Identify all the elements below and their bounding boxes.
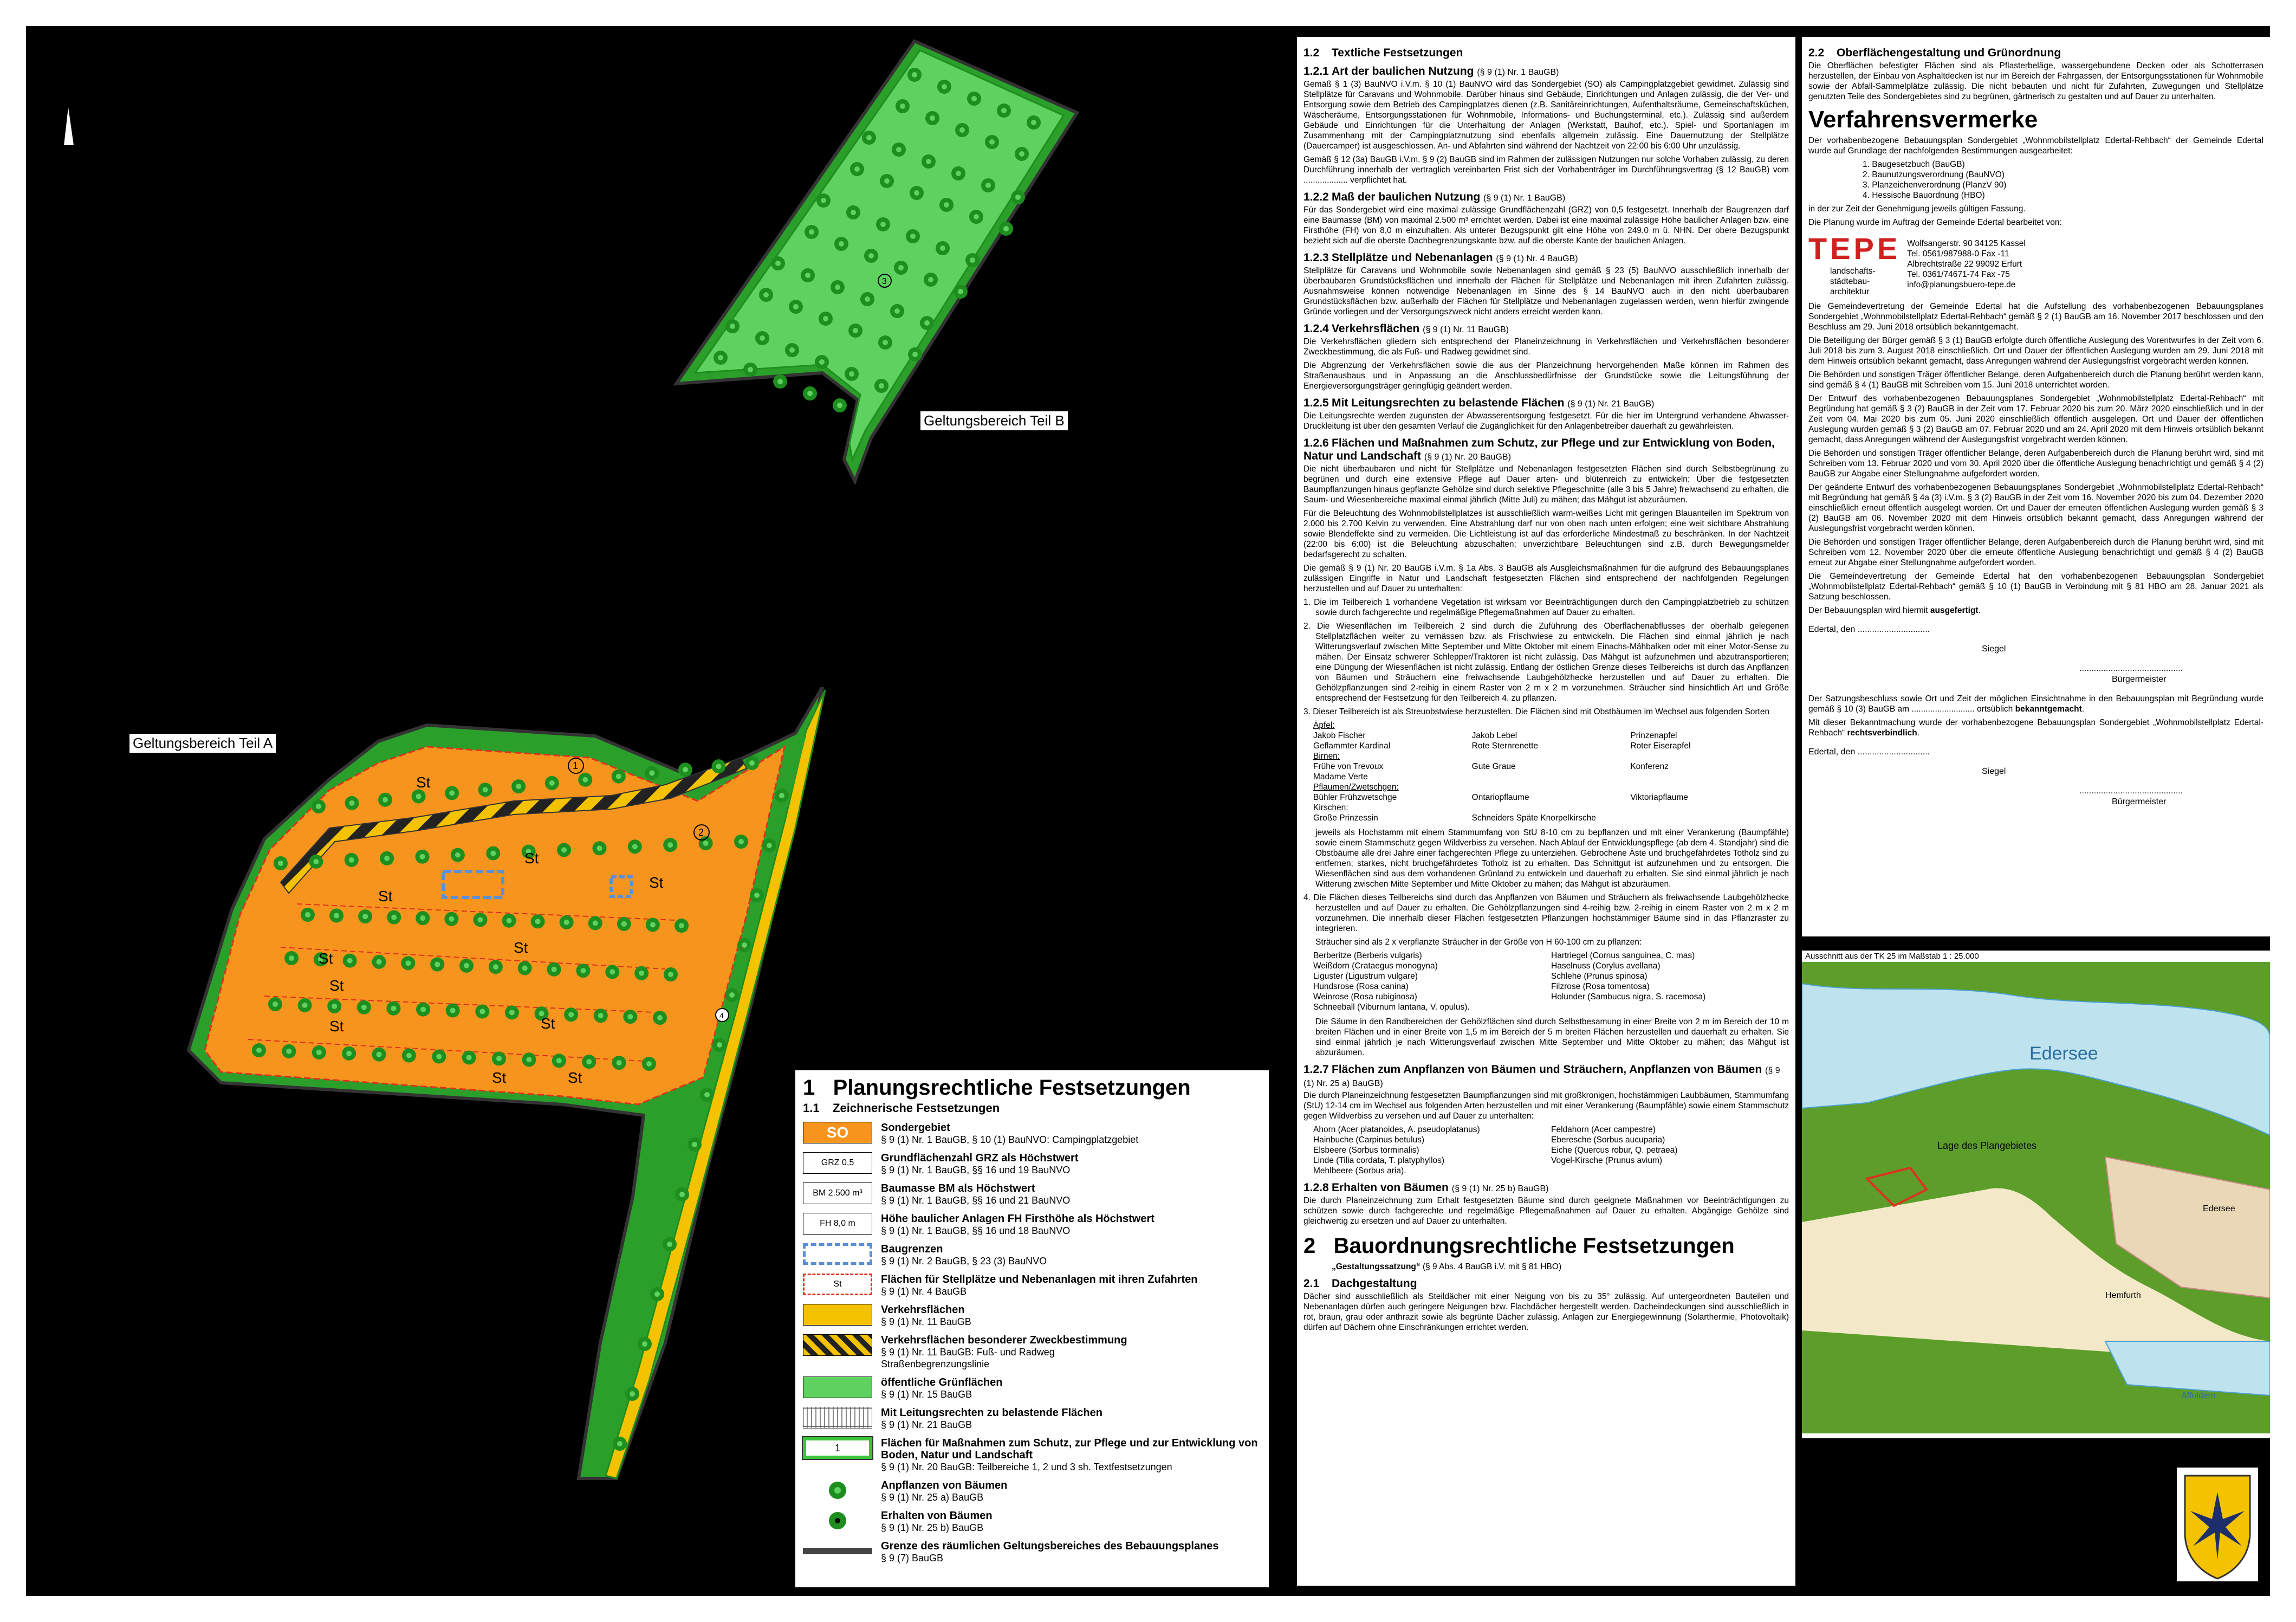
legend-item-text: § 9 (1) Nr. 21 BauGB xyxy=(881,1419,972,1430)
legend-item xyxy=(803,1540,1261,1564)
inset-map xyxy=(1802,962,2270,1433)
list-line: 2. Baunutzungsverordnung (BauNVO) xyxy=(1863,170,2005,179)
st-label: St xyxy=(568,1069,582,1086)
legend-item-text: § 9 (7) BauGB xyxy=(881,1553,944,1563)
list-line: info@planungsbuero-tepe.de xyxy=(1907,280,2016,289)
list-item: Haselnuss (Corylus avellana) xyxy=(1551,961,1661,971)
legend-item-title: Verkehrsflächen xyxy=(881,1304,965,1316)
list-line: 4. Hessische Bauordnung (HBO) xyxy=(1863,191,1985,200)
inset-lage-label: Lage des Plangebietes xyxy=(1937,1140,2037,1151)
legend-item-title: Grundflächenzahl GRZ als Höchstwert xyxy=(881,1152,1079,1164)
legend-item xyxy=(803,1510,1261,1534)
verfahrensvermerke-title: Verfahrensvermerke xyxy=(1808,106,2038,133)
legend-rows xyxy=(803,1122,1261,1564)
st-label: St xyxy=(319,950,333,967)
list-line: Albrechtstraße 22 99092 Erfurt xyxy=(1907,259,2022,269)
tk25-inset: Ausschnitt aus der TK 25 im Maßstab 1 : 25.000 Edersee Lage des Plangebietes Hemfurth Affoldern Edersee xyxy=(1802,951,2270,1438)
list-item: Jakob Lebel xyxy=(1471,731,1517,740)
st-label: St xyxy=(329,1018,344,1035)
list-item: Schneeball (Viburnum lantana, V. opulus). xyxy=(1313,1003,1470,1012)
tepe-logo: TEPE landschafts- städtebau- architektur Wolfsangerstr. 90 34125 Kassel Tel. 0561/987988-0 Fax -11 Albrechtstraße 22 99092 Erfurt Tel. 0361/74671-74 Fax -75 info@planungsbuero-tepe.de xyxy=(1808,231,2026,296)
legend-item-title: Erhalten von Bäumen xyxy=(881,1510,993,1522)
list-item xyxy=(1630,813,1789,823)
legend-symbol xyxy=(803,1479,872,1501)
list-item: Linde (Tilia cordata, T. platyphyllos) xyxy=(1313,1156,1445,1165)
legend-symbol xyxy=(803,1304,872,1326)
legend-symbol: GRZ 0,5 xyxy=(803,1152,872,1174)
legend-title: 1 Planungsrechtliche Festsetzungen xyxy=(803,1076,1191,1100)
st-label: St xyxy=(416,774,431,791)
legend-item xyxy=(803,1437,1261,1473)
list-item: Holunder (Sambucus nigra, S. racemosa) xyxy=(1551,992,1706,1001)
list-item: Hainbuche (Carpinus betulus) xyxy=(1313,1135,1425,1145)
list-line: städtebau- xyxy=(1830,277,1870,286)
legend-item-title: öffentliche Grünflächen xyxy=(881,1377,1003,1388)
st-label: St xyxy=(329,977,344,994)
list-item: Weißdorn (Crataegus monogyna) xyxy=(1313,961,1438,971)
list-item: Ahorn (Acer platanoides, A. pseudoplatanus) xyxy=(1313,1125,1480,1134)
tree-species-list xyxy=(1313,1125,1789,1176)
legend-item xyxy=(803,1213,1261,1237)
legend-symbol: SO xyxy=(803,1122,872,1143)
list-item: Geflammter Kardinal xyxy=(1313,741,1391,751)
list-item xyxy=(1551,1166,1789,1176)
legend-item-text: § 9 (1) Nr. 1 BauGB, §§ 16 und 21 BauNVO xyxy=(881,1195,1071,1206)
plan-sheet xyxy=(26,26,2270,1596)
legend-item-title: Flächen für Maßnahmen zum Schutz, zur Pflege und zur Entwicklung von Boden, Natur und Landschaft xyxy=(881,1437,1258,1461)
legend-item-text: § 9 (1) Nr. 4 BauGB xyxy=(881,1286,967,1297)
list-item: Große Prinzessin xyxy=(1313,813,1378,823)
list-item: Filzrose (Rosa tomentosa) xyxy=(1551,982,1650,991)
legend-item-title: Anpflanzen von Bäumen xyxy=(881,1479,1008,1491)
inset-town-affoldern: Affoldern xyxy=(2181,1391,2216,1400)
legend-item-title: Mit Leitungsrechten zu belastende Flächen xyxy=(881,1407,1102,1419)
legend-subtitle: 1.1 Zeichnerische Festsetzungen xyxy=(803,1101,1000,1115)
legend-symbol xyxy=(803,1377,872,1398)
map-circle-1: 1 xyxy=(573,760,579,771)
list-line: architektur xyxy=(1830,287,1870,296)
label-teil-b: Geltungsbereich Teil B xyxy=(920,411,1068,431)
legend-item-text: § 9 (1) Nr. 25 a) BauGB xyxy=(881,1492,984,1503)
legend-item-text: § 9 (1) Nr. 1 BauGB, §§ 16 und 18 BauNVO xyxy=(881,1225,1071,1236)
list-item: Mehlbeere (Sorbus aria). xyxy=(1313,1166,1406,1175)
geltungsbereich-teil-a xyxy=(189,687,825,1478)
list-item: Eiche (Quercus robur, Q. petraea) xyxy=(1551,1146,1678,1155)
map-circle-2: 2 xyxy=(698,827,704,838)
legend-item xyxy=(803,1334,1261,1370)
list-item: Konferenz xyxy=(1630,762,1669,771)
legend-symbol xyxy=(803,1510,872,1531)
list-item: Feldahorn (Acer campestre) xyxy=(1551,1125,1656,1134)
list-item: Weinrose (Rosa rubiginosa) xyxy=(1313,992,1417,1001)
shrub-list xyxy=(1313,951,1789,1012)
legend-symbol: 1 xyxy=(803,1437,872,1459)
list-item: Bühler Frühzwetschge xyxy=(1313,793,1397,802)
legend-item-title: Baumasse BM als Höchstwert xyxy=(881,1182,1035,1194)
list-line: Tel. 0561/987988-0 Fax -11 xyxy=(1907,249,2009,259)
fruit-list: Äpfel: Jakob Fischer Jakob Lebel Prinzenapfel Geflammter Kardinal Rote Sternrenette Roter Eiserapfel Birnen: Frühe von Trevoux Gute Graue Konferenz Madame Verte Pflaumen/Zwetschgen: Bühler Frühzwetschge Ontariopflaume Viktoriapflaume Kirschen: Große Prinzessin Schneiders Späte Knorpelkirsche xyxy=(1313,720,1789,823)
inset-town-edersee: Edersee xyxy=(2203,1204,2235,1213)
list-item: Frühe von Trevoux xyxy=(1313,762,1384,771)
list-line: 1. Baugesetzbuch (BauGB) xyxy=(1863,160,1965,169)
legend-item-text: § 9 (1) Nr. 1 BauGB, §§ 16 und 19 BauNVO xyxy=(881,1165,1071,1175)
list-line: Tel. 0361/74671-74 Fax -75 xyxy=(1907,269,2010,279)
legend-item xyxy=(803,1152,1261,1176)
legend-item-title: Baugrenzen xyxy=(881,1243,943,1255)
coat-of-arms-icon xyxy=(2177,1468,2258,1581)
legend-item-title: Flächen für Stellplätze und Nebenanlagen mit ihren Zufahrten xyxy=(881,1274,1198,1285)
st-label: St xyxy=(541,1015,555,1032)
list-item: Madame Verte xyxy=(1313,772,1368,781)
list-item xyxy=(1472,772,1631,782)
list-item: Rote Sternrenette xyxy=(1471,741,1539,751)
legend-item xyxy=(803,1479,1261,1503)
legend-item-text: § 9 (1) Nr. 15 BauGB xyxy=(881,1389,972,1400)
list-item: Gute Graue xyxy=(1471,762,1516,771)
section-2-title: 2 Bauordnungsrechtliche Festsetzungen xyxy=(1303,1234,1735,1258)
label-teil-a: Geltungsbereich Teil A xyxy=(129,733,276,753)
legend-item-title: Sondergebiet xyxy=(881,1122,950,1134)
legend-symbol xyxy=(803,1407,872,1429)
list-item: Roter Eiserapfel xyxy=(1630,741,1691,751)
verfahrensvermerke: 2.2 Oberflächengestaltung und Grünordnung Die Oberflächen befestigter Flächen sind als Pflasterbeläge, wassergebundene Decken oder als Schotterrasen herzustellen, der Einbau von Asphaltdecken ist nur im Bereich der Fahrgassen, der Entsorgungsstationen für Wohnmobile sowie der Abfall-Sammelplätze zulässig. Die nicht bebauten und nicht für Zufahrten, Zuwegungen und Stellplätze genutzten Teile des Sondergebietes sind zu begrünen, gärtnerisch zu gestalten und auf Dauer zu unterhalten. Verfahrensvermerke Der vorhabenbezogene Bebauungsplan Sondergebiet „Wohnmobilstellplatz Edertal-Rehbach“ der Gemeinde Edertal wurde auf Grundlage der nachfolgenden Bestimmungen ausgearbeitet: 1. Baugesetzbuch (BauGB) 2. Baunutzungsverordnung (BauNVO) 3. Planzeichenverordnung (PlanzV 90) 4. Hessische Bauordnung (HBO) in der zur Zeit der Genehmigung jeweils gültigen Fassung. Die Planung wurde im Auftrag der Gemeinde Edertal bearbeitet von: TEPE landschafts- städtebau- architektur Wolfsangerstr. 90 34125 Kassel Tel. 0561/987988-0 Fax -11 Albrechtstraße 22 99092 Erfurt Tel. 0361/74671-74 Fax -75 info@planungsbuero-tepe.de Die Gemeindevertretung der Gemeinde Edertal hat die Aufstellung des vorhabenbezogenen Bebauungsplanes Sondergebiet „Wohnmobilstellplatz Edertal-Rehbach“ gemäß § 2 (1) BauGB am 16. November 2017 beschlossen und den Beschluss am 29. Juni 2018 ortsüblich bekanntgemacht. Die Beteiligung der Bürger gemäß § 3 (1) BauGB erfolgte durch öffentliche Auslegung des Vorentwurfes in der Zeit vom 6. Juli 2018 bis zum 3. August 2018 einschließlich. Ort und Dauer der öffentlichen Auslegung wurden am 29. Juni 2018 mit dem Hinweis ortsüblich bekannt gemacht, dass Anregungen während der Auslegungsfrist vorgebracht werden können. Die Behörden und sonstigen Träger öffentlicher Belange, deren Aufgabenbereich durch die Planung berührt werden kann, sind gemäß § 4 (1) BauGB mit Schreiben vom 15. Juni 2018 unterrichtet worden. Der Entwurf des vorhabenbezogenen Bebauungsplanes Sondergebiet „Wohnmobilstellplatz Edertal-Rehbach“ mit Begründung hat gemäß § 3 (2) BauGB in der Zeit vom 17. Februar 2020 bis zum 20. März 2020 einschließlich und in der Zeit vom 04. Mai 2020 bis zum 05. Juni 2020 einschließlich öffentlich ausgelegen. Ort und Dauer der öffentlichen Auslegung wurden gemäß § 3 (2) BauGB am 07. Februar 2020 und am 24. April 2020 mit dem Hinweis ortsüblich bekannt gemacht, dass Anregungen während der Auslegungsfrist vorgebracht werden können. Die Behörden und sonstigen Träger öffentlicher Belange, deren Aufgabenbereich durch die Planung berührt wird, sind mit Schreiben vom 13. Februar 2020 und vom 30. April 2020 über die öffentliche Auslegung benachrichtigt und gemäß § 4 (2) BauGB zur Abgabe einer Stellungnahme aufgefordert worden. Der geänderte Entwurf des vorhabenbezogenen Bebauungsplanes Sondergebiet „Wohnmobilstellplatz Edertal-Rehbach“ mit Begründung hat gemäß § 4a (3) i.V.m. § 3 (2) BauGB in der Zeit vom 16. November 2020 bis zum 04. Dezember 2020 einschließlich erneut öffentlich ausgelegt worden. Ort und Dauer der erneuten öffentlichen Auslegung wurden gemäß § 3 (2) BauGB am 06. November 2020 mit dem Hinweis ortsüblich bekannt gemacht, dass Anregungen während der Auslegungsfrist vorgebracht werden können. Die Behörden und sonstigen Träger öffentlicher Belange, deren Aufgabenbereich durch die Planung berührt wird, sind mit Schreiben vom 12. November 2020 über die erneute öffentliche Auslegung benachrichtigt und gemäß § 4 (2) BauGB erneut zur Abgabe einer Stellungnahme aufgefordert worden. Die Gemeindevertretung der Gemeinde Edertal hat den vorhabenbezogenen Bebauungsplan Sondergebiet „Wohnmobilstellplatz Edertal-Rehbach“ gemäß § 10 (1) BauGB in Verbindung mit § 81 HBO am 28. Januar 2021 als Satzung beschlossen. Der Bebauungsplan wird hiermit ausgefertigt. Edertal, den .............................. Siegel ........................................... Bürgermeister Der Satzungsbeschluss sowie Ort und Zeit der möglichen Einsichtnahme in den Bebauungsplan mit Begründung wurde gemäß § 10 (3) BauGB am ........................... ortsüblich bekanntgemacht. Mit dieser Bekanntmachung wurde der vorhabenbezogene Bebauungsplan Sondergebiet „Wohnmobilstellplatz Edertal-Rehbach“ rechtsverbindlich. Edertal, den .............................. Siegel ........................................... Bürgermeister xyxy=(1802,37,2270,936)
legend-symbol xyxy=(803,1243,872,1265)
legend-item-text: § 9 (1) Nr. 2 BauGB, § 23 (3) BauNVO xyxy=(881,1256,1047,1266)
list-item: Hartriegel (Cornus sanguinea, C. mas) xyxy=(1551,951,1695,960)
legend-item-text: § 9 (1) Nr. 25 b) BauGB xyxy=(881,1522,984,1533)
legend-item-title: Höhe baulicher Anlagen FH Firsthöhe als Höchstwert xyxy=(881,1213,1155,1225)
map-circle-4: 4 xyxy=(719,1011,724,1020)
list-item: Vogel-Kirsche (Prunus avium) xyxy=(1551,1156,1663,1165)
legend-symbol: FH 8,0 m xyxy=(803,1213,872,1235)
list-item: Prinzenapfel xyxy=(1630,731,1677,740)
legend-symbol: BM 2.500 m³ xyxy=(803,1182,872,1204)
list-item: Schneiders Späte Knorpelkirsche xyxy=(1471,813,1596,823)
legend xyxy=(794,1069,1270,1588)
legend-symbol xyxy=(803,1334,872,1356)
list-item: Liguster (Ligustrum vulgare) xyxy=(1313,972,1418,981)
legend-symbol: St xyxy=(803,1274,872,1295)
legend-item-text: § 9 (1) Nr. 11 BauGB: Fuß- und Radweg Straßenbegrenzungslinie xyxy=(881,1347,1055,1369)
map-circle-3: 3 xyxy=(882,277,887,286)
legend-symbol xyxy=(803,1540,872,1562)
legend-item xyxy=(803,1122,1261,1146)
list-line: Wolfsangerstr. 90 34125 Kassel xyxy=(1907,238,2026,248)
list-item xyxy=(1630,772,1789,782)
list-item: Viktoriapflaume xyxy=(1630,793,1688,802)
legend-item xyxy=(803,1377,1261,1400)
list-line: 3. Planzeichenverordnung (PlanzV 90) xyxy=(1863,180,2007,190)
st-label: St xyxy=(492,1069,507,1086)
inset-town-hemfurth: Hemfurth xyxy=(2105,1291,2141,1300)
legend-item xyxy=(803,1274,1261,1297)
list-item: Hundsrose (Rosa canina) xyxy=(1313,982,1409,991)
list-item xyxy=(1551,1002,1789,1012)
legend-item xyxy=(803,1182,1261,1206)
legend-item-text: § 9 (1) Nr. 1 BauGB, § 10 (1) BauNVO: Campingplatzgebiet xyxy=(881,1134,1139,1145)
list-item: Eberesche (Sorbus aucuparia) xyxy=(1551,1135,1665,1145)
legend-item xyxy=(803,1243,1261,1267)
inset-lake-label: Edersee xyxy=(2029,1043,2098,1064)
st-label: St xyxy=(514,939,528,956)
legend-item-title: Grenze des räumlichen Geltungsbereiches des Bebauungsplanes xyxy=(881,1540,1219,1552)
north-arrow-icon xyxy=(64,107,74,145)
legend-item-text: § 9 (1) Nr. 20 BauGB: Teilbereiche 1, 2 und 3 sh. Textfestsetzungen xyxy=(881,1462,1172,1472)
legend-item xyxy=(803,1407,1261,1431)
list-item: Berberitze (Berberis vulgaris) xyxy=(1313,951,1422,960)
list-item: Jakob Fischer xyxy=(1313,731,1366,740)
list-item: Ontariopflaume xyxy=(1471,793,1529,802)
legend-item xyxy=(803,1304,1261,1328)
legend-item-title: Verkehrsflächen besonderer Zweckbestimmung xyxy=(881,1334,1127,1346)
list-line: landschafts- xyxy=(1830,267,1876,276)
textliche-festsetzungen: 1.2 Textliche Festsetzungen 1.2.1 Art der baulichen Nutzung (§ 9 (1) Nr. 1 BauGB) Gemäß § 1 (3) BauNVO i.V.m. § 10 (1) BauNVO wird das Sondergebiet (SO) als Campingplatzgebiet gewidmet. Zulässig sind Stellplätze für Caravans und Wohnmobile. Darüber hinaus sind Gebäude, Einrichtungen und Anlagen zulässig, die der Ver- und Entsorgung sowie dem Betrieb des Campingplatzes dienen (z.B. Sanitäreinrichtungen, Aufenthaltsräume, Gemeinschaftsküchen, Wäscheräume, Entsorgungsstationen für Wohnmobile, Informations- und Buchungsterminal, etc.). Zulässig sind außerdem Gebäude und Einrichtungen für die Unterhaltung der Anlagen (Werkstatt, Bauhof, etc.). Spiel- und Sportanlagen im Zusammenhang mit der Campingplatznutzung sind ebenfalls allgemein zulässig. Eine Dauernutzung der Stellplätze (Dauercamper) ist ausgeschlossen. An- und Abfahrten sind während der Nachtzeit von 22:00 bis 6:00 Uhr unzulässig. Gemäß § 12 (3a) BauGB i.V.m. § 9 (2) BauGB sind im Rahmen der zulässigen Nutzungen nur solche Vorhaben zulässig, zu deren Durchführung innerhalb der vertraglich vereinbarten Frist sich der Vorhabenträger im Durchführungsvertrag (§ 12 BauGB) vom ................... verpflichtet hat. 1.2.2 Maß der baulichen Nutzung (§ 9 (1) Nr. 1 BauGB) Für das Sondergebiet wird eine maximal zulässige Grundflächenzahl (GRZ) von 0,5 festgesetzt. Innerhalb der Baugrenzen darf eine Baumasse (BM) von maximal 2.500 m³ errichtet werden. Dabei ist eine maximal zulässige Höhe baulicher Anlagen bzw. eine Firsthöhe (FH) von 8,0 m einzuhalten. Als unterer Bezugspunkt gilt eine Höhe von 249,0 m ü. NHN. Der obere Bezugspunkt bezieht sich auf die oberste Dachbegrenzungskante bzw. auf die oberste Kante der baulichen Anlagen. 1.2.3 Stellplätze und Nebenanlagen (§ 9 (1) Nr. 4 BauGB) Stellplätze für Caravans und Wohnmobile sowie Nebenanlagen sind gemäß § 23 (5) BauNVO ausschließlich innerhalb der überbaubaren Grundstücksflächen und innerhalb der Flächen für Stellplätze und Nebenanlagen mit ihren Zufahrten zulässig. Ausnahmsweise können notwendige Nebenanlagen im Sinne des § 14 BauNVO auch in den nicht überbaubaren Grundstücksflächen bzw. außerhalb der Flächen für Stellplätze und Nebenanlagen zugelassen werden, wenn hierfür zwingende Gründe vorliegen und der Versorgungszweck nicht anders erreicht werden kann. 1.2.4 Verkehrsflächen (§ 9 (1) Nr. 11 BauGB) Die Verkehrsflächen gliedern sich entsprechend der Planeinzeichnung in Verkehrsflächen und Verkehrsflächen besonderer Zweckbestimmung, die als Fuß- und Radweg gewidmet sind. Die Abgrenzung der Verkehrsflächen sowie die aus der Planzeichnung hervorgehenden Maße können im Rahmen des Straßenausbaus und in Anpassung an die Anschlussbedürfnisse der Grundstücke sowie die Leitungsführung der Energieversorgungsträger geringfügig geändert werden. 1.2.5 Mit Leitungsrechten zu belastende Flächen (§ 9 (1) Nr. 21 BauGB) Die Leitungsrechte werden zugunsten der Abwasserentsorgung festgesetzt. Für die hier im Untergrund verhandene Abwasser-Druckleitung ist über den gesamten Verlauf die Zugänglichkeit für den Anlagenbetreiber dauerhaft zu gewährleisten. 1.2.6 Flächen und Maßnahmen zum Schutz, zur Pflege und zur Entwicklung von Boden, Natur und Landschaft (§ 9 (1) Nr. 20 BauGB) Die nicht überbaubaren und nicht für Stellplätze und Nebenanlagen festgesetzten Flächen sind durch Selbstbegrünung zu begrünen und durch eine extensive Pflege auf Dauer arten- und blütenreich zu entwickeln: Über die festgesetzten Baumpflanzungen hinaus gepflanzte Gehölze sind durch selektive Pflegeschnitte (alle 3 bis 5 Jahre) freiwachsend zu erhalten, die Saum- und Wiesenbereiche maximal einmal jährlich (Mitte Juli) zu mähen; das Mähgut ist abzuräumen. Für die Beleuchtung des Wohnmobilstellplatzes ist ausschließlich warm-weißes Licht mit geringen Blauanteilen im Spektrum von 2.000 bis 2.700 Kelvin zu verwenden. Eine Abstrahlung darf nur von oben nach unten erfolgen; eine weit sichtbare Abstrahlung sowie Blendeffekte sind zu vermeiden. Die Lichtleistung ist auf das erforderliche Mindestmaß zu beschränken. In der Nachtzeit (22:00 bis 6:00) ist die Beleuchtung abzuschalten; unverzichtbare Beleuchtungen sind z.B. durch Bewegungsmelder bedarfsgerecht zu schalten. Die gemäß § 9 (1) Nr. 20 BauGB i.V.m. § 1a Abs. 3 BauGB als Ausgleichsmaßnahmen für die aufgrund des Bebauungsplanes zulässigen Eingriffe in Natur und Landschaft festgesetzten Flächen sind entsprechend der nachfolgenden Regelungen herzustellen und auf Dauer zu unterhalten: 1. Die im Teilbereich 1 vorhandene Vegetation ist wirksam vor Beeinträchtigungen durch den Campingplatzbetrieb zu schützen sowie durch fachgerechte und regelmäßige Pflegemaßnahmen auf Dauer zu erhalten. 2. Die Wiesenflächen im Teilbereich 2 sind durch die Zuführung des Oberflächenabflusses der oberhalb gelegenen Stellplatzflächen weiter zu vernässen bzw. als Frischwiese zu entwickeln. Die Flächen sind einmal jährlich je nach Witterungsverlauf zwischen Mitte September und Mitte Oktober mit einem Einachs-Mähbalken oder mit einer Motor-Sense zu mähen. Der Einsatz schwerer Schlepper/Traktoren ist nicht zulässig. Das Mähgut ist aufzunehmen und abzutransportieren; eine Düngung der Wiesenflächen ist nicht zulässig. Entlang der östlichen Grenze dieses Teilbereichs ist durch das Anpflanzen von Bäumen und Sträuchern eine freiwachsende Laubgehölzhecke herzustellen und auf Dauer zu erhalten. Die Gehölzpflanzungen sind 2-reihig in einem Raster von 2 m x 2 m vorzunehmen. Sträucher sind hinsichtlich Art und Größe entsprechend der Festsetzung für den Teilbereich 4. zu pflanzen. 3. Dieser Teilbereich ist als Streuobstwiese herzustellen. Die Flächen sind mit Obstbäumen im Wechsel aus folgenden Sorten Äpfel: Jakob Fischer Jakob Lebel Prinzenapfel Geflammter Kardinal Rote Sternrenette Roter Eiserapfel Birnen: Frühe von Trevoux Gute Graue Konferenz Madame Verte Pflaumen/Zwetschgen: Bühler Frühzwetschge Ontariopflaume Viktoriapflaume Kirschen: Große Prinzessin Schneiders Späte Knorpelkirsche jeweils als Hochstamm mit einem Stammumfang von StU 8-10 cm zu bepflanzen und mit einer Verankerung (Baumpfähle) sowie einem Stammschutz gegen Wildverbiss zu versehen. Nach Ablauf der Entwicklungspflege (ab dem 4. Standjahr) sind die Obstbäume alle drei Jahre einer fachgerechten Pflege zu unterziehen. Gebrochene Äste und bruchgefährdetes Totholz sind zu entfernen; starkes, nicht bruchgefährdetes Totholz ist zu erhalten. Das Schnittgut ist aufzunehmen und zu entsorgen. Die Wiesenflächen sind aus dem vorhandenen Grünland zu entwickeln und dauerhaft zu erhalten. Sie sind einmal jährlich je nach Witterung zwischen Mitte September und Mitte Oktober zu mähen; das Mähgut ist abzuräumen. 4. Die Flächen dieses Teilbereichs sind durch das Anpflanzen von Bäumen und Sträuchern als freiwachsende Laubgehölzhecke herzustellen und auf Dauer zu erhalten. Die Gehölzpflanzungen sind 4-reihig bzw. 2-reihig in einem Raster von 2 m x 2 m vorzunehmen. Die innerhalb dieser Flächen festgesetzten Pflanzungen hochstämmiger Bäume sind in das Pflanzraster zu integrieren. Sträucher sind als 2 x verpflanzte Sträucher in der Größe von H 60-100 cm zu pflanzen: Berberitze (Berberis vulgaris) Hartriegel (Cornus sanguinea, C. mas) Weißdorn (Crataegus monogyna) Haselnuss (Corylus avellana) Liguster (Ligustrum vulgare) Schlehe (Prunus spinosa) Hundsrose (Rosa canina) Filzrose (Rosa tomentosa) Weinrose (Rosa rubiginosa) Holunder (Sambucus nigra, S. racemosa) Schneeball (Viburnum lantana, V. opulus). Die Säume in den Randbereichen der Gehölzflächen sind durch Selbstbesamung in einer Breite von 2 m im Bereich der 10 m breiten Flächen und in einer Breite von 1,5 m im Bereich der 5 m breiten Flächen herzustellen und dauerhaft zu erhalten. Sie sind einmal jährlich je nach Witterungsverlauf zwischen Mitte September und Mitte Oktober zu mähen; das Mähgut ist abzuräumen. 1.2.7 Flächen zum Anpflanzen von Bäumen und Sträuchern, Anpflanzen von Bäumen (§ 9 (1) Nr. 25 a) BauGB) Die durch Planeinzeichnung festgesetzten Baumpflanzungen sind mit großkronigen, hochstämmigen Laubbäumen, Stammumfang (StU) 12-14 cm im Wechsel aus folgenden Arten herzustellen und mit einer Verankerung (Baumpfähle) sowie einem Stammschutz gegen Wildverbiss zu versehen und auf Dauer zu unterhalten: Ahorn (Acer platanoides, A. pseudoplatanus) Feldahorn (Acer campestre) Hainbuche (Carpinus betulus) Eberesche (Sorbus aucuparia) Elsbeere (Sorbus torminalis) Eiche (Quercus robur, Q. petraea) Linde (Tilia cordata, T. platyphyllos) Vogel-Kirsche (Prunus avium) Mehlbeere (Sorbus aria). 1.2.8 Erhalten von Bäumen (§ 9 (1) Nr. 25 b) BauGB) Die durch Planeinzeichnung zum Erhalt festgesetzten Bäume sind durch geeignete Maßnahmen vor Beeinträchtigungen zu schützen sowie durch fachgerechte und regelmäßige Pflegemaßnahmen auf Dauer zu erhalten. Abgängige Gehölze sind gleichwertig zu ersetzen und auf Dauer zu unterhalten. 2 Bauordnungsrechtliche Festsetzungen „Gestaltungssatzung“ (§ 9 Abs. 4 BauGB i.V. mit § 81 HBO) 2.1 Dachgestaltung Dächer sind ausschließlich als Steildächer mit einer Neigung von bis zu 35° zulässig. Auf untergeordneten Bauteilen und Nebenanlagen dürfen auch geringere Neigungen bzw. Flachdächer hergestellt werden. Dacheindeckungen sind ausschließlich in rot, braun, grau oder anthrazit sowie als begrünte Dächer zulässig. Anlagen zur Energiegewinnung (Solarthermie, Photovoltaik) dürfen auf Dächern ohne Einschränkungen errichtet werden. xyxy=(1297,37,1795,1586)
legend-item-text: § 9 (1) Nr. 11 BauGB xyxy=(881,1316,971,1327)
list-item: Elsbeere (Sorbus torminalis) xyxy=(1313,1146,1419,1155)
st-label: St xyxy=(378,888,393,904)
st-label: St xyxy=(524,850,539,867)
st-label: St xyxy=(649,874,664,891)
list-item: Schlehe (Prunus spinosa) xyxy=(1551,972,1648,981)
